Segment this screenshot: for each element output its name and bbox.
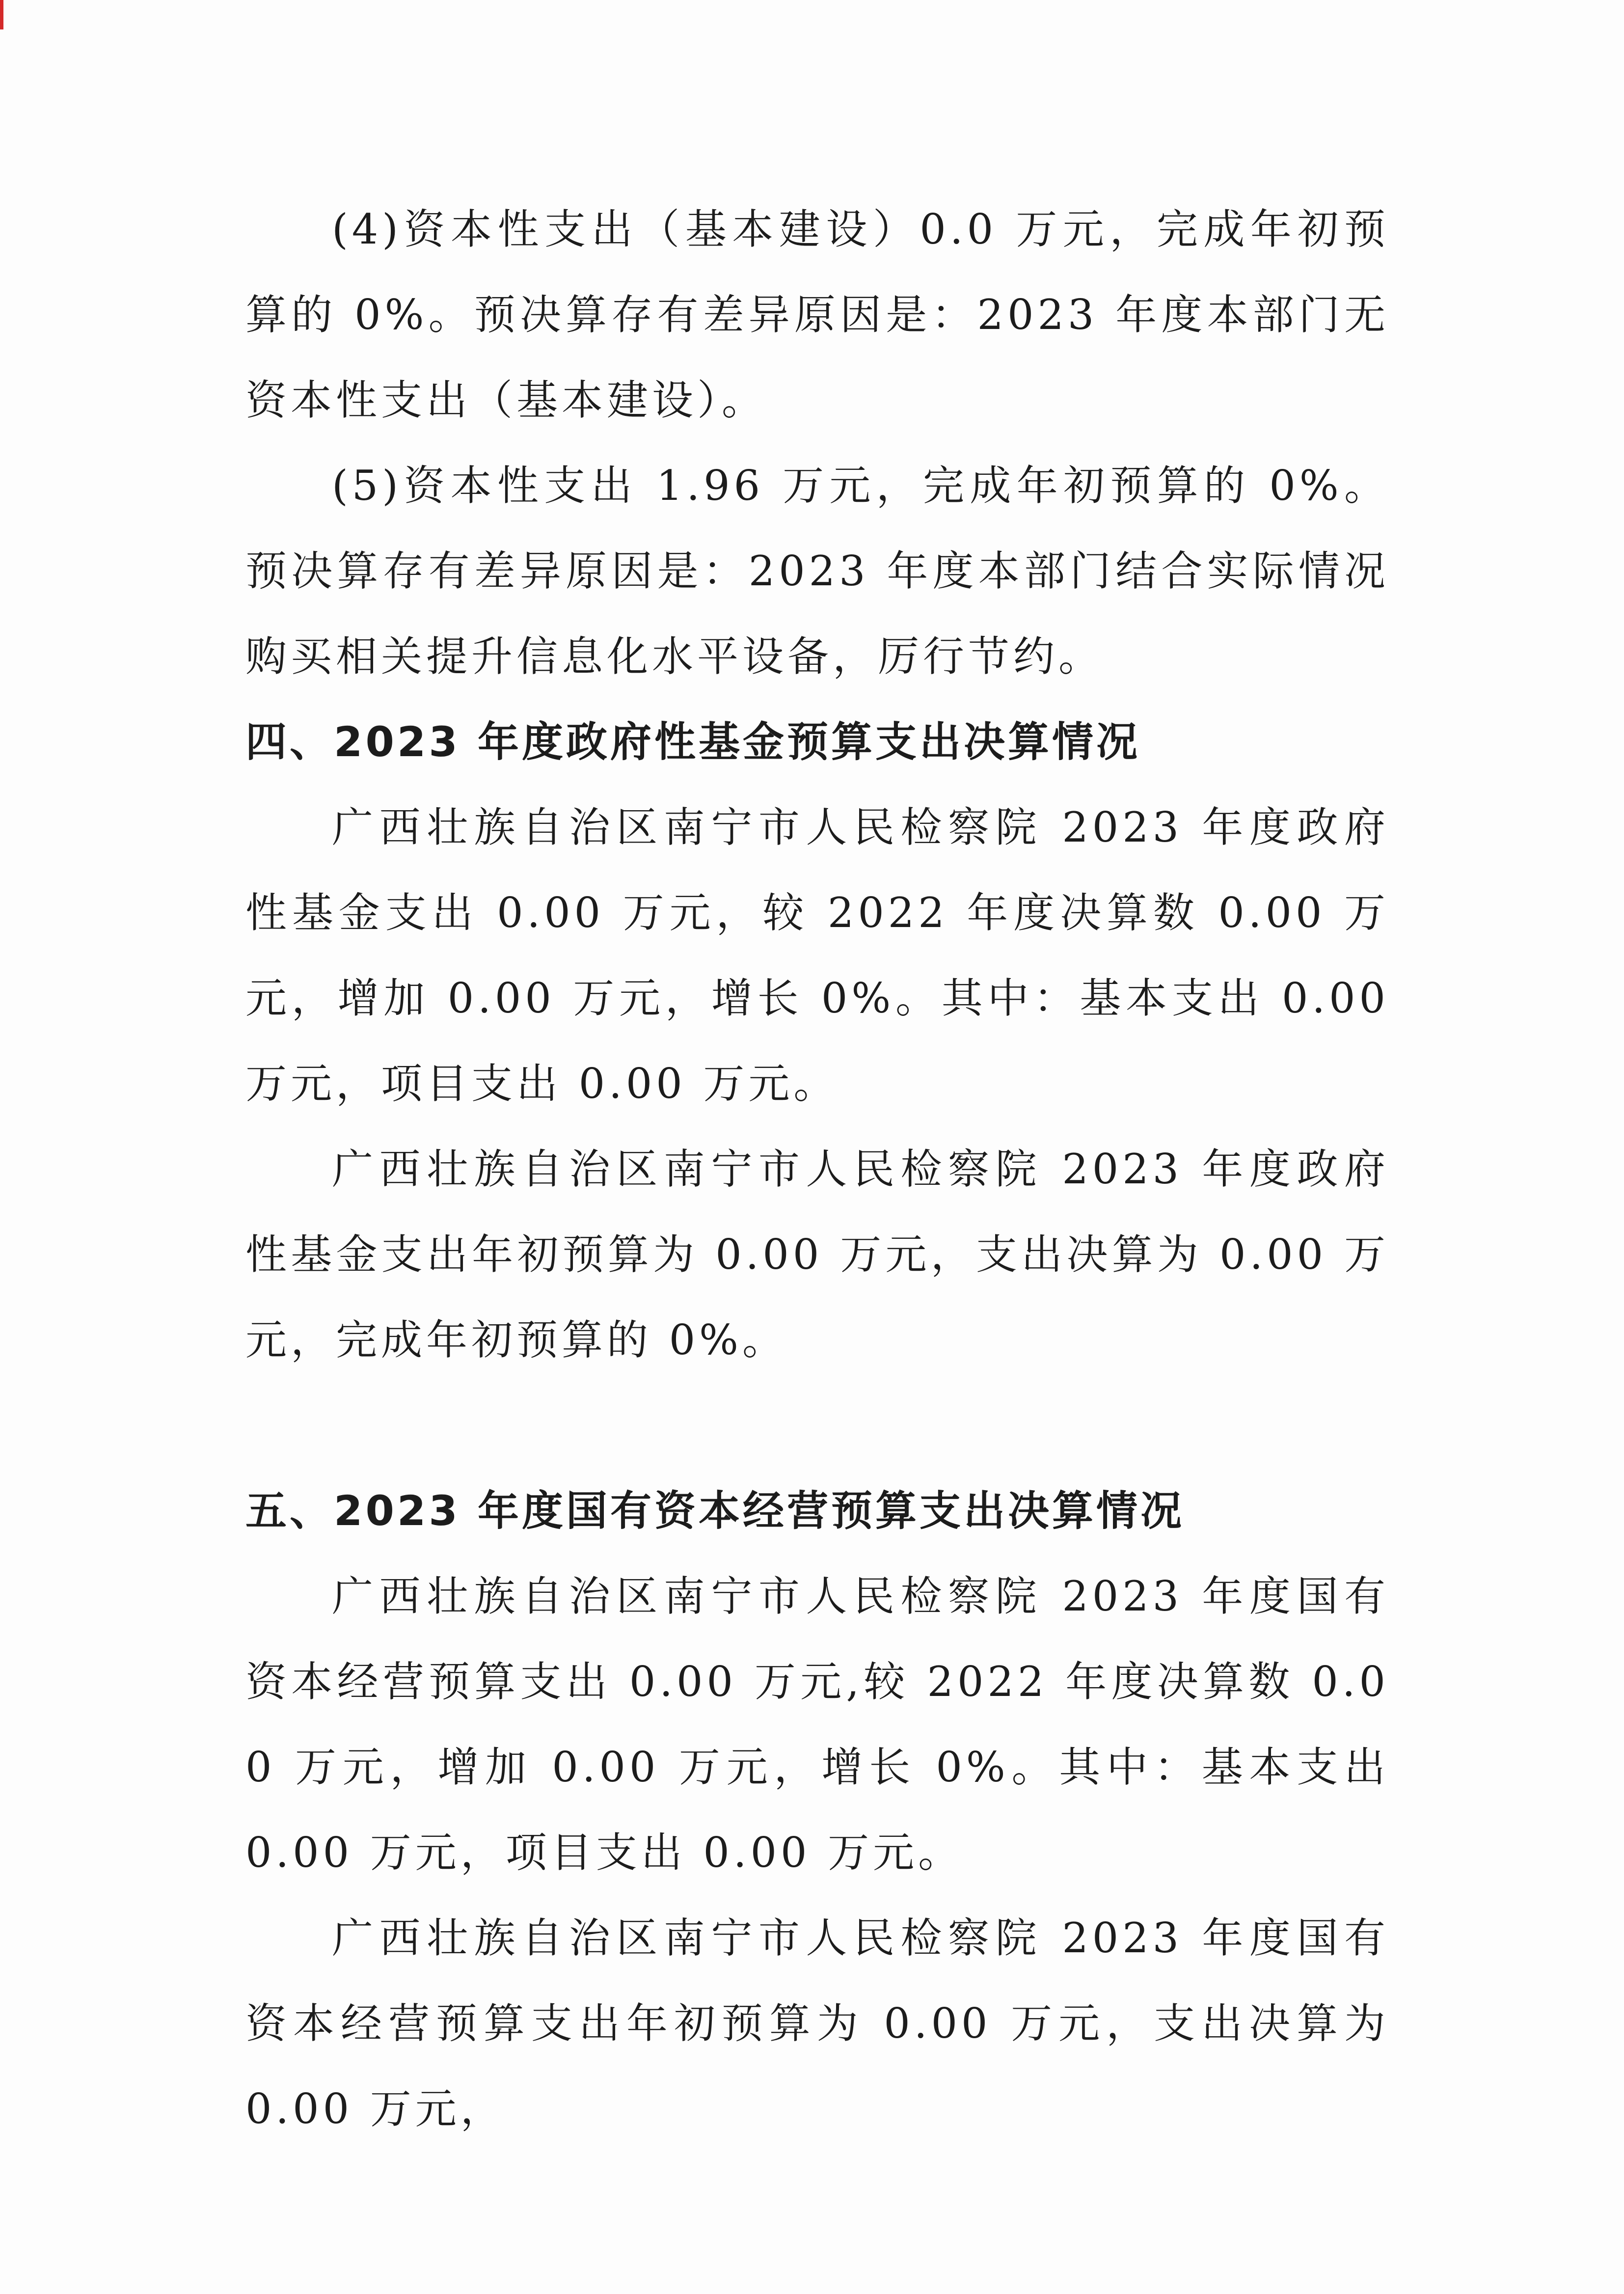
- section-heading-government-fund: 四、2023 年度政府性基金预算支出决算情况: [245, 718, 1141, 766]
- paragraph-capital-expenditure: (5)资本性支出 1.96 万元，完成年初预算的 0%。预决算存有差异原因是：2023 年度本部门结合实际情况购买相关提升信息化水平设备，厉行节约。: [245, 462, 1389, 681]
- document-body: [245, 187, 1389, 2152]
- paragraph-state-capital-budget: 广西壮族自治区南宁市人民检察院 2023 年度国有资本经营预算支出年初预算为 0.00 万元，支出决算为 0.00 万元，: [245, 1914, 1389, 2133]
- paragraph-state-capital-expenditure: 广西壮族自治区南宁市人民检察院 2023 年度国有资本经营预算支出 0.00 万元,较 2022 年度决算数 0.00 万元，增加 0.00 万元，增长 0%。其中：基本支出 0.00 万元，项目支出 0.00 万元。: [245, 1572, 1389, 1877]
- section-spacer: [245, 1383, 1389, 1468]
- paragraph-capital-basic-construction: (4)资本性支出（基本建设）0.0 万元，完成年初预算的 0%。预决算存有差异原因是：2023 年度本部门无资本性支出（基本建设）。: [245, 205, 1389, 424]
- scan-edge-mark: [0, 0, 3, 29]
- paragraph-government-fund-expenditure: 广西壮族自治区南宁市人民检察院 2023 年度政府性基金支出 0.00 万元，较 2022 年度决算数 0.00 万元，增加 0.00 万元，增长 0%。其中：基本支出 0.00 万元，项目支出 0.00 万元。: [245, 803, 1389, 1108]
- paragraph-government-fund-budget: 广西壮族自治区南宁市人民检察院 2023 年度政府性基金支出年初预算为 0.00 万元，支出决算为 0.00 万元，完成年初预算的 0%。: [245, 1145, 1389, 1364]
- section-heading-state-capital: 五、2023 年度国有资本经营预算支出决算情况: [245, 1487, 1185, 1535]
